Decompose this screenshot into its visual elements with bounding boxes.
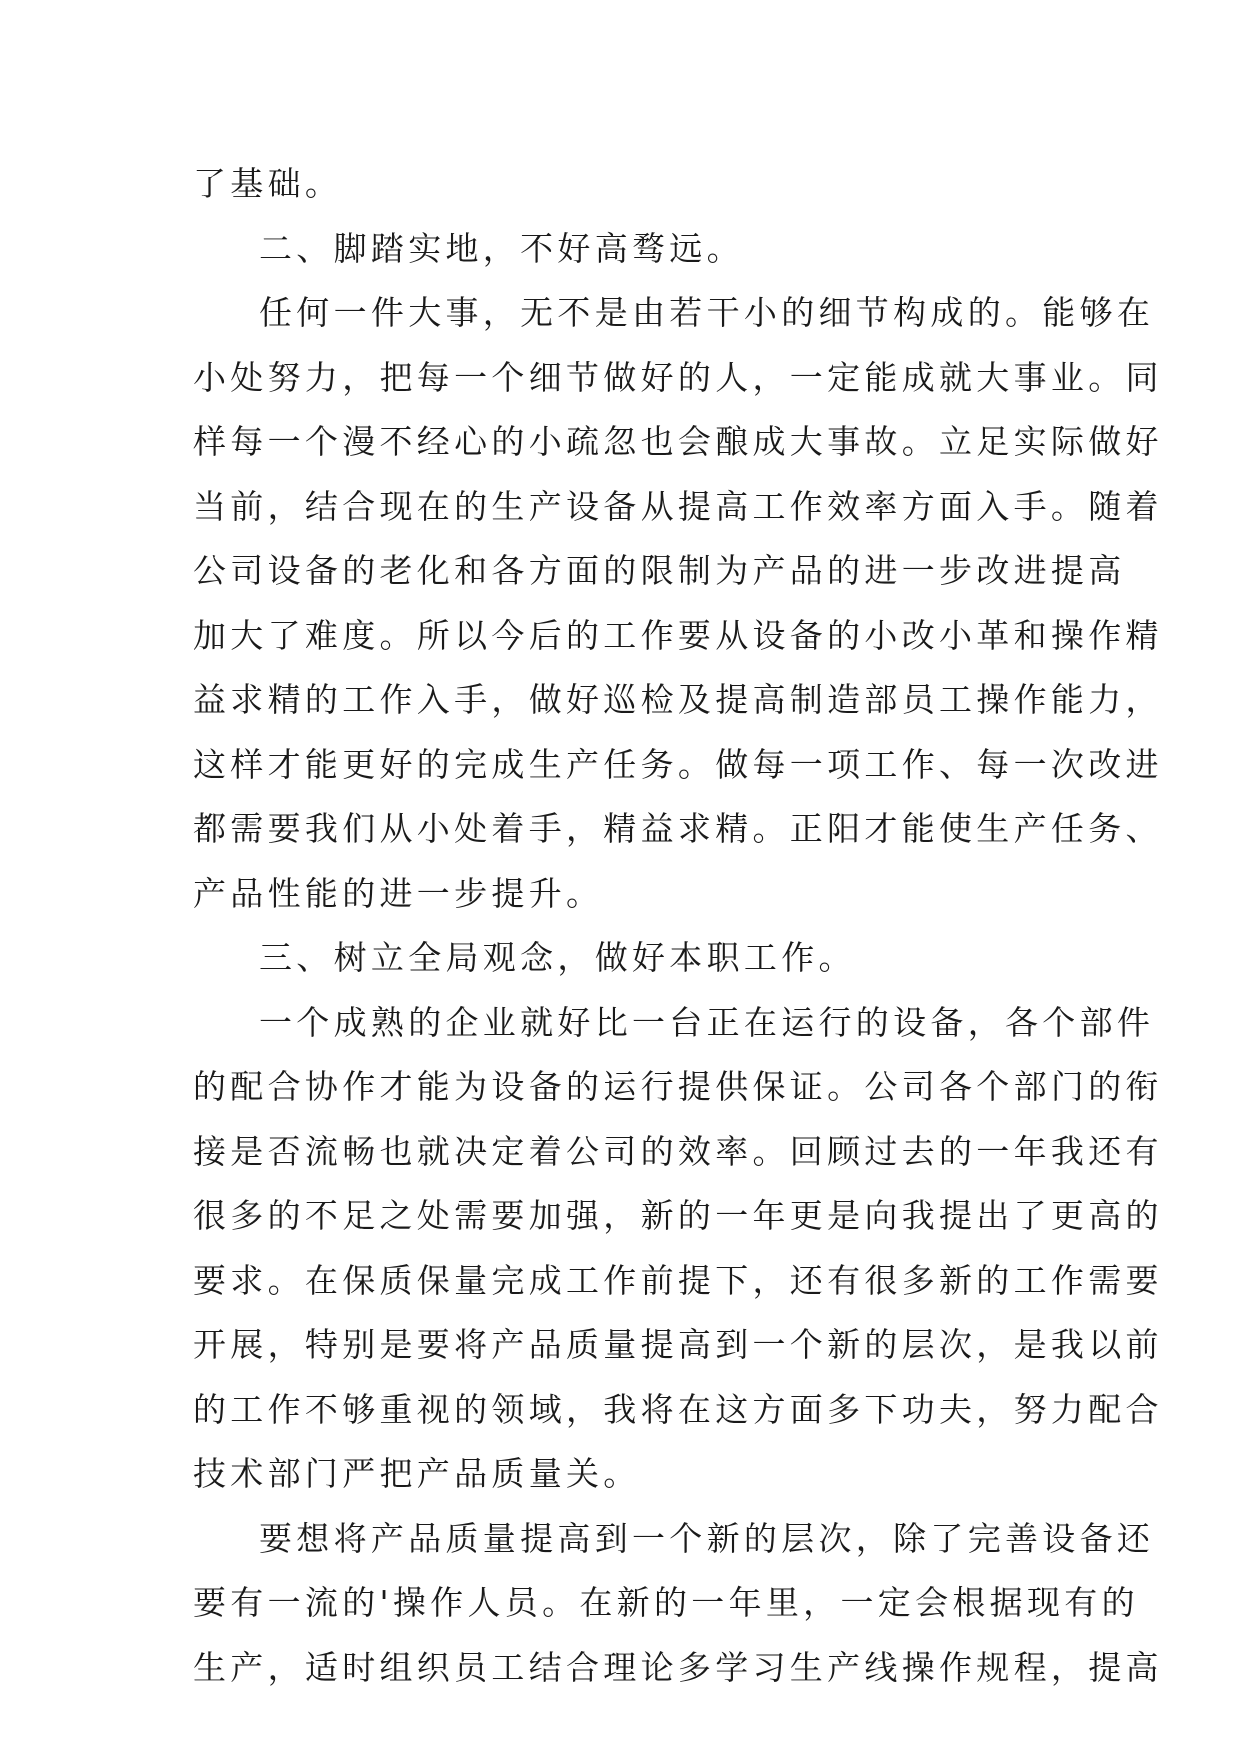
text-line: 的配合协作才能为设备的运行提供保证。公司各个部门的衔 — [193, 1067, 1163, 1106]
text-line: 了基础。 — [193, 164, 343, 203]
text-line: 生产，适时组织员工结合理论多学习生产线操作规程，提高 — [193, 1647, 1163, 1687]
text-line: 公司设备的老化和各方面的限制为产品的进一步改进提高 — [193, 551, 1126, 590]
text-line: 益求精的工作入手，做好巡检及提高制造部员工操作能力， — [193, 680, 1163, 719]
text-line: 要想将产品质量提高到一个新的层次，除了完善设备还 — [259, 1518, 1155, 1558]
text-line: 小处努力，把每一个细节做好的人，一定能成就大事业。同 — [193, 357, 1163, 397]
text-line: 当前，结合现在的生产设备从提高工作效率方面入手。随着 — [193, 486, 1163, 526]
text-line: 开展，特别是要将产品质量提高到一个新的层次，是我以前 — [193, 1325, 1163, 1364]
text-line: 三、树立全局观念，做好本职工作。 — [259, 938, 856, 977]
body-text — [193, 152, 1163, 1700]
text-line: 这样才能更好的完成生产任务。做每一项工作、每一次改进 — [193, 744, 1163, 784]
text-line: 产品性能的进一步提升。 — [193, 873, 604, 913]
text-line: 任何一件大事，无不是由若干小的细节构成的。能够在 — [259, 293, 1155, 332]
text-line: 二、脚踏实地，不好高骛远。 — [259, 228, 744, 268]
text-line: 很多的不足之处需要加强，新的一年更是向我提出了更高的 — [193, 1196, 1163, 1235]
text-line: 要有一流的'操作人员。在新的一年里，一定会根据现有的 — [193, 1583, 1139, 1622]
text-line: 接是否流畅也就决定着公司的效率。回顾过去的一年我还有 — [193, 1131, 1163, 1171]
text-line: 加大了难度。所以今后的工作要从设备的小改小革和操作精 — [193, 615, 1163, 655]
text-line: 的工作不够重视的领域，我将在这方面多下功夫，努力配合 — [193, 1389, 1163, 1429]
text-line: 都需要我们从小处着手，精益求精。正阳才能使生产任务、 — [193, 809, 1163, 848]
text-line: 样每一个漫不经心的小疏忽也会酿成大事故。立足实际做好 — [193, 422, 1163, 461]
text-line: 要求。在保质保量完成工作前提下，还有很多新的工作需要 — [193, 1260, 1163, 1300]
text-line: 一个成熟的企业就好比一台正在运行的设备，各个部件 — [259, 1002, 1155, 1042]
text-line: 技术部门严把产品质量关。 — [193, 1454, 641, 1493]
